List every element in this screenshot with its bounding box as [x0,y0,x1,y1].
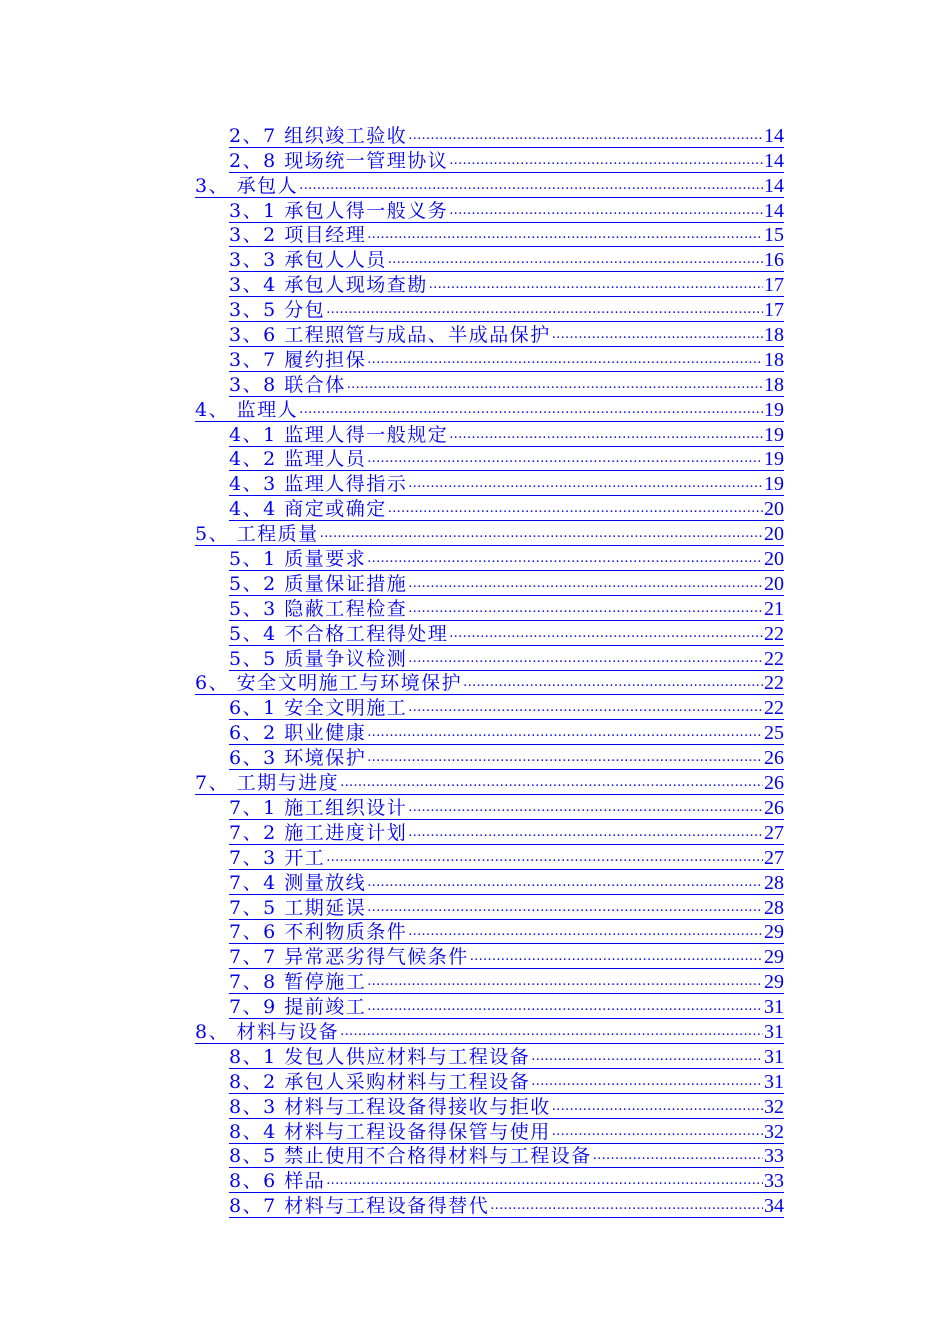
toc-dot-leader [490,1195,763,1217]
toc-dot-leader [408,921,763,943]
toc-row [0,247,950,272]
toc-page-number: 19 [764,423,784,446]
toc-page-number: 26 [764,772,784,795]
toc-page-number: 26 [764,796,784,819]
toc-page-number: 28 [764,896,784,919]
toc-chapter-link[interactable] [195,397,784,422]
toc-row [0,447,950,472]
toc-entry-title: 8、2 承包人采购材料与工程设备 [229,1070,531,1093]
toc-row [0,720,950,745]
toc-page-number: 14 [764,199,784,222]
toc-dot-leader [326,847,763,869]
toc-dot-leader [367,747,763,769]
toc-entry-title: 3、3 承包人人员 [229,249,387,272]
toc-row [0,895,950,920]
toc-row [0,496,950,521]
toc-entry-title: 4、2 监理人员 [229,448,367,471]
toc-entry-title: 7、5 工期延误 [229,896,367,919]
toc-dot-leader [449,623,763,645]
toc-dot-leader [388,498,763,520]
toc-page-number: 17 [764,274,784,297]
toc-section-link[interactable] [229,1193,784,1218]
toc-entry-title: 8、6 样品 [229,1170,326,1193]
toc-section-link[interactable] [229,895,784,920]
toc-section-link[interactable] [229,870,784,895]
toc-dot-leader [347,374,763,396]
toc-entry-title: 6、2 职业健康 [229,722,367,745]
toc-section-link[interactable] [229,422,784,447]
toc-page-number: 29 [764,946,784,969]
toc-dot-leader [408,125,763,147]
toc-dot-leader [408,697,763,719]
toc-entry-title: 8、7 材料与工程设备得替代 [229,1195,490,1218]
toc-dot-leader [470,946,763,968]
toc-entry-title: 8、 材料与设备 [195,1020,340,1043]
toc-row [0,646,950,671]
toc-dot-leader [408,573,763,595]
toc-section-link[interactable] [229,1069,784,1094]
toc-dot-leader [367,872,763,894]
toc-entry-title: 5、3 隐蔽工程检查 [229,597,408,620]
toc-entry-title: 2、8 现场统一管理协议 [229,149,449,172]
toc-entry-title: 3、 承包人 [195,174,299,197]
toc-entry-title: 7、3 开工 [229,846,326,869]
toc-dot-leader [408,648,763,670]
toc-row [0,372,950,397]
toc-section-link[interactable] [229,944,784,969]
toc-page-number: 29 [764,971,784,994]
toc-dot-leader [367,448,763,470]
toc-page-number: 18 [764,324,784,347]
toc-dot-leader [408,822,763,844]
toc-row [0,297,950,322]
toc-dot-leader [326,1170,763,1192]
toc-section-link[interactable] [229,571,784,596]
toc-row [0,397,950,422]
toc-page-number: 21 [764,597,784,620]
toc-page-number: 27 [764,821,784,844]
toc-dot-leader [552,1096,763,1118]
toc-page-number: 19 [764,448,784,471]
toc-entry-title: 7、2 施工进度计划 [229,821,408,844]
table-of-contents [0,123,950,1218]
toc-entry-title: 7、8 暂停施工 [229,971,367,994]
toc-entry-title: 7、4 测量放线 [229,871,367,894]
toc-row [0,1144,950,1169]
toc-dot-leader [463,672,763,694]
toc-dot-leader [531,1046,763,1068]
toc-page-number: 14 [764,174,784,197]
toc-section-link[interactable] [229,1119,784,1144]
toc-row [0,1119,950,1144]
toc-entry-title: 3、4 承包人现场查勘 [229,274,428,297]
toc-section-link[interactable] [229,720,784,745]
toc-dot-leader [429,274,763,296]
toc-row [0,994,950,1019]
toc-page-number: 17 [764,299,784,322]
toc-chapter-link[interactable] [195,1019,784,1044]
toc-row [0,820,950,845]
toc-row [0,695,950,720]
toc-section-link[interactable] [229,1094,784,1119]
toc-row [0,770,950,795]
toc-section-link[interactable] [229,646,784,671]
toc-section-link[interactable] [229,920,784,945]
toc-entry-title: 8、3 材料与工程设备得接收与拒收 [229,1095,551,1118]
toc-row [0,596,950,621]
toc-page-number: 22 [764,647,784,670]
toc-section-link[interactable] [229,496,784,521]
toc-dot-leader [367,971,763,993]
toc-dot-leader [367,996,763,1018]
toc-row [0,422,950,447]
toc-entry-title: 5、5 质量争议检测 [229,647,408,670]
toc-page-number: 22 [764,622,784,645]
toc-dot-leader [367,349,763,371]
toc-entry-title: 3、6 工程照管与成品、半成品保护 [229,324,551,347]
toc-section-link[interactable] [229,148,784,173]
toc-page-number: 31 [764,1045,784,1068]
toc-section-link[interactable] [229,471,784,496]
toc-entry-title: 5、2 质量保证措施 [229,572,408,595]
toc-row [0,123,950,148]
toc-dot-leader [299,175,763,197]
toc-dot-leader [552,324,763,346]
toc-row [0,870,950,895]
toc-row [0,671,950,696]
toc-page-number: 14 [764,149,784,172]
toc-page-number: 19 [764,473,784,496]
toc-section-link[interactable] [229,845,784,870]
toc-entry-title: 8、4 材料与工程设备得保管与使用 [229,1120,551,1143]
toc-chapter-link[interactable] [195,671,784,696]
toc-entry-title: 7、 工期与进度 [195,772,340,795]
toc-dot-leader [367,897,763,919]
toc-dot-leader [326,299,763,321]
toc-page-number: 14 [764,124,784,147]
toc-section-link[interactable] [229,994,784,1019]
toc-entry-title: 3、7 履约担保 [229,348,367,371]
toc-page-number: 29 [764,921,784,944]
toc-row [0,347,950,372]
toc-chapter-link[interactable] [195,173,784,198]
toc-entry-title: 3、5 分包 [229,299,326,322]
toc-entry-title: 8、1 发包人供应材料与工程设备 [229,1045,531,1068]
toc-entry-title: 7、9 提前竣工 [229,996,367,1019]
toc-entry-title: 5、 工程质量 [195,523,319,546]
toc-entry-title: 4、 监理人 [195,398,299,421]
toc-entry-title: 7、6 不利物质条件 [229,921,408,944]
toc-entry-title: 4、4 商定或确定 [229,498,387,521]
toc-page-number: 32 [764,1095,784,1118]
toc-entry-title: 2、7 组织竣工验收 [229,124,408,147]
toc-row [0,795,950,820]
toc-dot-leader [408,598,763,620]
toc-page-number: 22 [764,672,784,695]
toc-row [0,173,950,198]
toc-row [0,969,950,994]
toc-page-number: 26 [764,747,784,770]
toc-entry-title: 6、 安全文明施工与环境保护 [195,672,463,695]
toc-page-number: 19 [764,398,784,421]
toc-entry-title: 6、1 安全文明施工 [229,697,408,720]
toc-page-number: 20 [764,498,784,521]
toc-dot-leader [408,473,763,495]
toc-dot-leader [340,1021,763,1043]
toc-entry-title: 3、2 项目经理 [229,224,367,247]
toc-page-number: 31 [764,1020,784,1043]
toc-section-link[interactable] [229,123,784,148]
toc-row [0,322,950,347]
toc-row [0,546,950,571]
toc-page-number: 18 [764,348,784,371]
toc-section-link[interactable] [229,820,784,845]
toc-page-number: 20 [764,572,784,595]
toc-dot-leader [408,797,763,819]
toc-dot-leader [367,722,763,744]
toc-chapter-link[interactable] [195,770,784,795]
toc-section-link[interactable] [229,223,784,248]
toc-row [0,944,950,969]
toc-section-link[interactable] [229,372,784,397]
toc-page-number: 18 [764,373,784,396]
toc-entry-title: 4、3 监理人得指示 [229,473,408,496]
toc-page-number: 28 [764,871,784,894]
toc-entry-title: 8、5 禁止使用不合格得材料与工程设备 [229,1145,592,1168]
toc-entry-title: 7、7 异常恶劣得气候条件 [229,946,469,969]
toc-page-number: 33 [764,1170,784,1193]
toc-dot-leader [531,1071,763,1093]
toc-page-number: 22 [764,697,784,720]
toc-section-link[interactable] [229,745,784,770]
toc-chapter-link[interactable] [195,521,784,546]
toc-entry-title: 6、3 环境保护 [229,747,367,770]
toc-row [0,571,950,596]
toc-section-link[interactable] [229,546,784,571]
toc-page-number: 27 [764,846,784,869]
toc-section-link[interactable] [229,969,784,994]
toc-section-link[interactable] [229,347,784,372]
toc-page-number: 31 [764,996,784,1019]
toc-page-number: 31 [764,1070,784,1093]
toc-row [0,272,950,297]
toc-section-link[interactable] [229,795,784,820]
toc-dot-leader [449,150,763,172]
toc-row [0,845,950,870]
toc-section-link[interactable] [229,322,784,347]
toc-dot-leader [340,772,763,794]
toc-section-link[interactable] [229,1168,784,1193]
toc-section-link[interactable] [229,1044,784,1069]
toc-row [0,471,950,496]
toc-row [0,920,950,945]
toc-row [0,1019,950,1044]
toc-page-number: 33 [764,1145,784,1168]
toc-dot-leader [299,399,763,421]
toc-row [0,148,950,173]
toc-section-link[interactable] [229,695,784,720]
toc-dot-leader [367,548,763,570]
toc-section-link[interactable] [229,1144,784,1169]
toc-row [0,1094,950,1119]
toc-row [0,1069,950,1094]
toc-row [0,1168,950,1193]
toc-page-number: 20 [764,523,784,546]
toc-section-link[interactable] [229,297,784,322]
toc-page-number: 15 [764,224,784,247]
toc-page-number: 16 [764,249,784,272]
toc-row [0,745,950,770]
toc-section-link[interactable] [229,272,784,297]
toc-entry-title: 4、1 监理人得一般规定 [229,423,449,446]
toc-page-number: 20 [764,548,784,571]
toc-section-link[interactable] [229,621,784,646]
toc-dot-leader [552,1121,763,1143]
toc-row [0,1193,950,1218]
toc-row [0,621,950,646]
toc-row [0,223,950,248]
toc-section-link[interactable] [229,596,784,621]
toc-page-number: 25 [764,722,784,745]
toc-dot-leader [367,224,763,246]
toc-entry-title: 5、4 不合格工程得处理 [229,622,449,645]
toc-page-number: 32 [764,1120,784,1143]
toc-entry-title: 3、1 承包人得一般义务 [229,199,449,222]
toc-entry-title: 7、1 施工组织设计 [229,796,408,819]
toc-row [0,521,950,546]
toc-row [0,198,950,223]
toc-dot-leader [388,249,763,271]
toc-page-number: 34 [764,1195,784,1218]
toc-dot-leader [449,424,763,446]
toc-dot-leader [593,1145,763,1167]
toc-dot-leader [449,200,763,222]
toc-entry-title: 3、8 联合体 [229,373,346,396]
toc-dot-leader [320,523,763,545]
toc-row [0,1044,950,1069]
toc-section-link[interactable] [229,447,784,472]
toc-entry-title: 5、1 质量要求 [229,548,367,571]
toc-section-link[interactable] [229,247,784,272]
toc-section-link[interactable] [229,198,784,223]
